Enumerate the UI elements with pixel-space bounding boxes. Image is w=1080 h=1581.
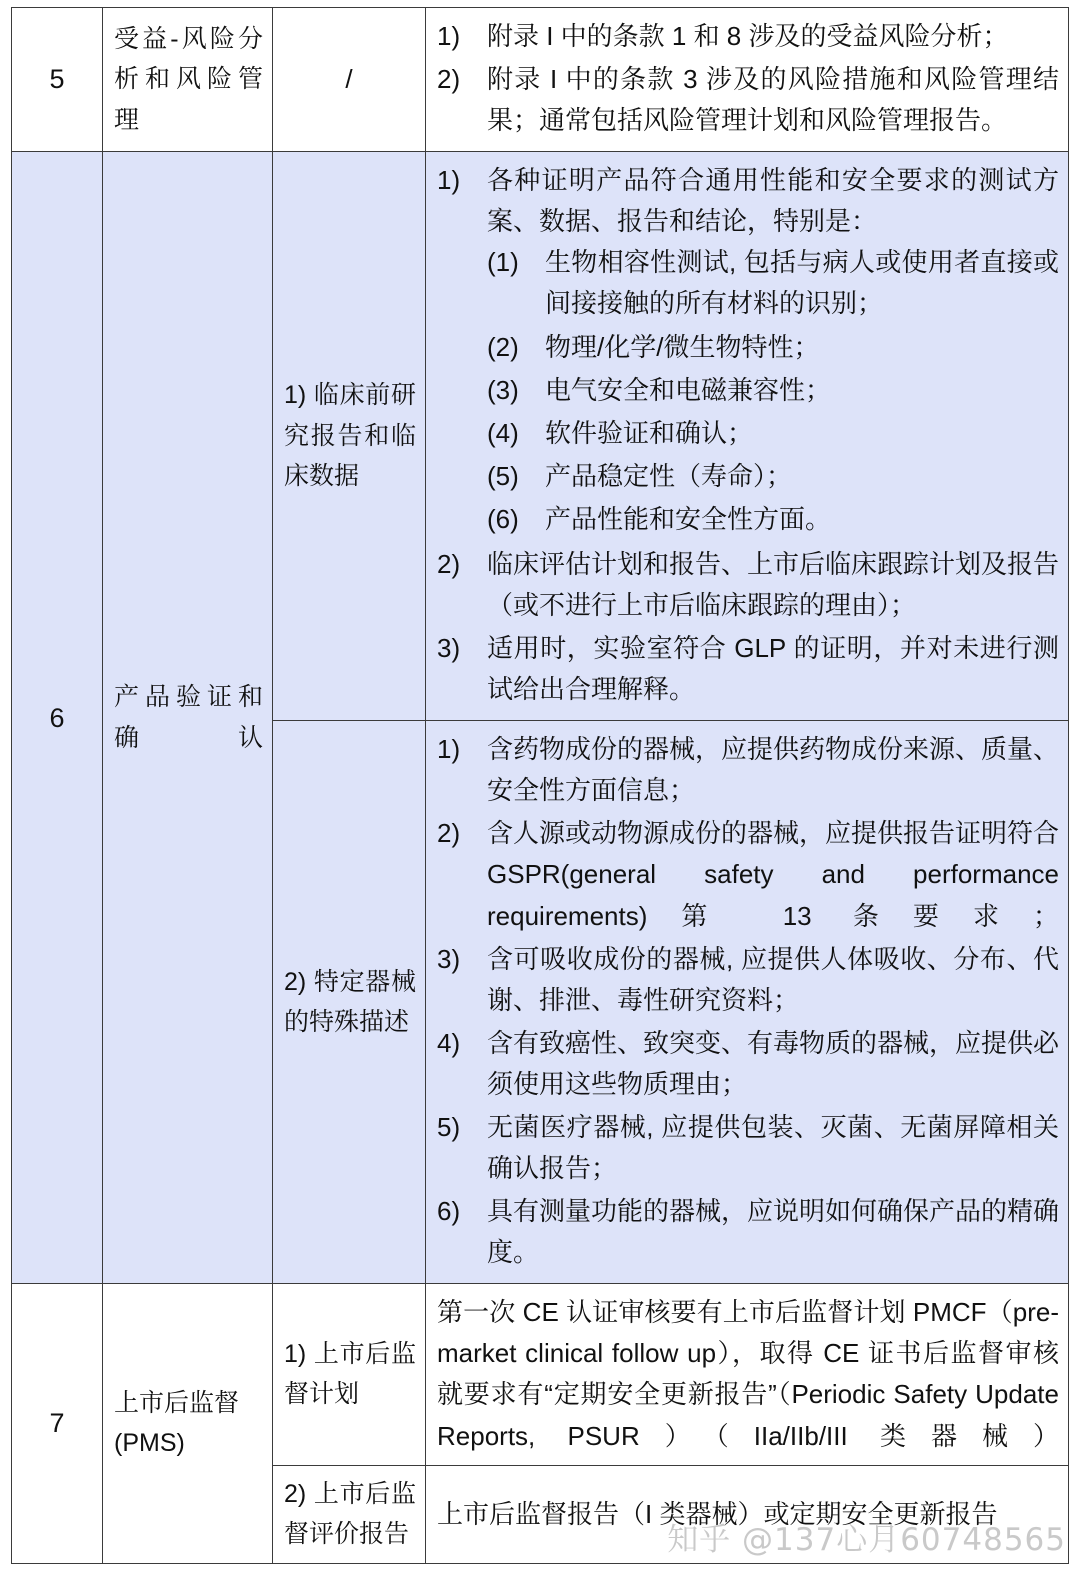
list-text: 临床评估计划和报告、上市后临床跟踪计划及报告（或不进行上市后临床跟踪的理由）； <box>487 548 1060 621</box>
list-text: 适用时，实验室符合 GLP 的证明，并对未进行测试给出合理解释。 <box>487 633 1059 705</box>
row-6-category: 产品验证和确认 <box>114 683 263 752</box>
row-7-number-cell <box>12 1284 103 1563</box>
row-7-number: 7 <box>49 1408 65 1439</box>
row-7-block-1-subcategory-cell <box>273 1284 426 1465</box>
list-text: 附录 I 中的条款 3 涉及的风险措施和风险管理结果；通常包括风险管理计划和风险管理报告。 <box>487 64 1059 136</box>
row-5-category-cell <box>103 8 273 152</box>
table-row-6 <box>12 152 1069 721</box>
row-7-block-1-content-cell <box>426 1284 1069 1465</box>
list-text-lead: 各种证明产品符合通用性能和安全要求的测试方案、数据、报告和结论，特别是： <box>487 165 1059 237</box>
nested-list-marker: (1) <box>487 247 519 278</box>
row-5-content-cell <box>426 8 1069 152</box>
row-7-block-2-content-cell <box>426 1465 1069 1563</box>
list-item <box>437 1023 1059 1105</box>
row-6-block-2-content-cell <box>426 721 1069 1284</box>
list-marker: 5) <box>437 1111 461 1142</box>
watermark: 知乎 @137心月60748565 <box>667 1522 1066 1558</box>
list-item <box>437 729 1059 811</box>
row-5-number: 5 <box>49 64 65 95</box>
nested-list-text: 产品性能和安全性方面。 <box>545 503 832 534</box>
nested-list-marker: (2) <box>487 331 519 362</box>
list-marker: 2) <box>437 548 461 579</box>
nested-list-text: 电气安全和电磁兼容性； <box>545 374 832 405</box>
list-marker: 1) <box>437 21 461 51</box>
row-7-block-2-paragraph: 上市后监督报告（I 类器械）或定期安全更新报告 <box>437 1498 998 1529</box>
row-6-block-2-subcategory-cell <box>273 721 426 1284</box>
row-6-number: 6 <box>49 702 65 733</box>
list-text: 含可吸收成份的器械, 应提供人体吸收、分布、代谢、排泄、毒性研究资料； <box>487 943 1059 1015</box>
list-marker: 4) <box>437 1027 461 1058</box>
list-marker: 3) <box>437 633 461 664</box>
list-text: 无菌医疗器械, 应提供包装、灭菌、无菌屏障相关确认报告； <box>487 1111 1059 1184</box>
row-7-block-1-paragraph: 第一次 CE 认证审核要有上市后监督计划 PMCF（pre-market clinical follow up），取得 CE 证书后监督审核就要求有“定期安全更新报告”（Periodic Safety Update Reports, PSUR）（IIa/IIb/III 类器械） <box>437 1297 1059 1451</box>
row-6-category-cell <box>103 152 273 1284</box>
nested-list-marker: (5) <box>487 460 519 491</box>
row-5-category: 受益-风险分析和风险管理 <box>114 24 263 134</box>
nested-list-marker: (6) <box>487 503 519 534</box>
row-7-category: 上市后监督(PMS) <box>114 1388 240 1458</box>
nested-list-item <box>487 413 1059 454</box>
row-6-block-1-subcategory: 1) 临床前研究报告和临床数据 <box>284 381 416 491</box>
list-text <box>487 160 1059 542</box>
list-marker: 6) <box>437 1196 461 1227</box>
list-item <box>437 1191 1059 1273</box>
list-item <box>437 160 1059 542</box>
list-item <box>437 628 1059 710</box>
table-row-7 <box>12 1284 1069 1465</box>
row-6-block-1-item-list <box>437 160 1059 710</box>
nested-list-item <box>487 456 1059 497</box>
list-marker: 2) <box>437 818 461 849</box>
list-text: 附录 I 中的条款 1 和 8 涉及的受益风险分析； <box>487 21 1009 51</box>
row-7-block-1-subcategory: 1) 上市后监督计划 <box>284 1339 416 1409</box>
list-text: 含药物成份的器械，应提供药物成份来源、质量、安全性方面信息； <box>487 734 1060 806</box>
nested-list-text: 生物相容性测试, 包括与病人或使用者直接或间接接触的所有材料的识别； <box>545 247 1059 319</box>
list-marker: 2) <box>437 64 461 95</box>
nested-list-item <box>487 370 1059 411</box>
nested-list-marker: (4) <box>487 417 519 448</box>
row-6-block-1-content-cell <box>426 152 1069 721</box>
row-5-number-cell <box>12 8 103 152</box>
list-item <box>437 939 1059 1021</box>
nested-list-text: 产品稳定性（寿命）； <box>545 460 793 491</box>
row-5-subcategory-cell <box>273 8 426 152</box>
list-text: 含有致癌性、致突变、有毒物质的器械，应提供必须使用这些物质理由； <box>487 1027 1060 1099</box>
requirements-table <box>11 7 1069 1564</box>
row-7-block-2-subcategory: 2) 上市后监督评价报告 <box>284 1479 416 1549</box>
list-text: 含人源或动物源成份的器械，应提供报告证明符合 GSPR(general safety and performance requirements)第 13 条要求； <box>487 818 1060 931</box>
list-item <box>437 59 1059 141</box>
nested-list-item <box>487 242 1059 324</box>
row-5-subcategory: / <box>345 64 353 95</box>
nested-list <box>487 242 1059 540</box>
row-7-category-cell <box>103 1284 273 1563</box>
list-item <box>437 1107 1059 1189</box>
row-7-block-2-subcategory-cell <box>273 1465 426 1563</box>
list-item <box>437 813 1059 936</box>
list-item <box>437 16 1059 57</box>
list-item <box>437 544 1059 626</box>
nested-list-item <box>487 327 1059 368</box>
list-marker: 3) <box>437 943 461 974</box>
row-6-block-2-item-list <box>437 729 1059 1273</box>
row-6-block-1-subcategory-cell <box>273 152 426 721</box>
nested-list-marker: (3) <box>487 374 519 405</box>
nested-list-item <box>487 499 1059 540</box>
row-6-block-2-subcategory: 2) 特定器械的特殊描述 <box>284 967 416 1037</box>
nested-list-text: 物理/化学/微生物特性； <box>545 331 820 362</box>
list-marker: 1) <box>437 734 461 765</box>
list-text: 具有测量功能的器械，应说明如何确保产品的精确度。 <box>487 1196 1060 1268</box>
table-row-5 <box>12 8 1069 152</box>
row-5-item-list <box>437 16 1059 141</box>
list-marker: 1) <box>437 165 461 196</box>
nested-list-text: 软件验证和确认； <box>545 417 754 448</box>
row-6-number-cell <box>12 152 103 1284</box>
